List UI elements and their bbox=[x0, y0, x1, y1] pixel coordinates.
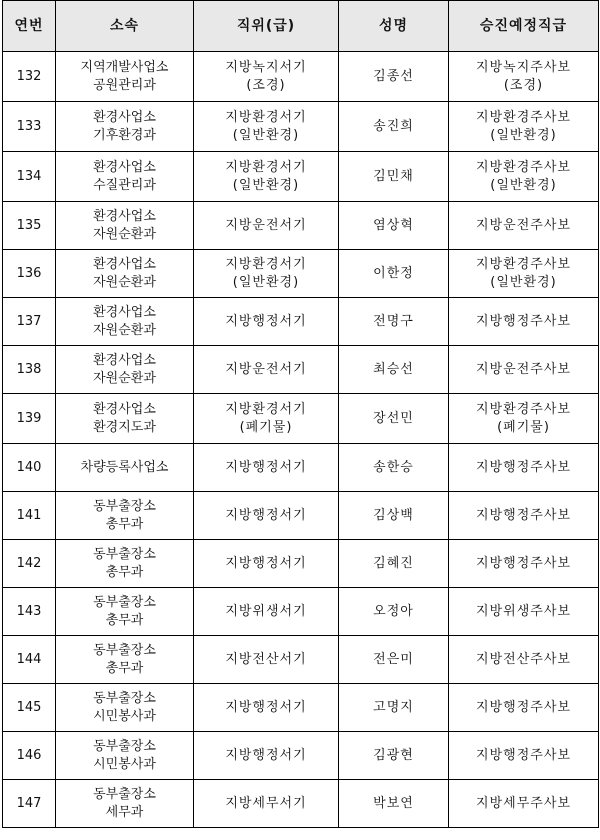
position-grade-cell bbox=[194, 684, 339, 732]
department-cell bbox=[56, 346, 194, 394]
position-grade-cell bbox=[194, 732, 339, 780]
position-grade-cell-line: 지방행정서기 bbox=[225, 556, 307, 571]
name-cell: 김상백 bbox=[339, 492, 449, 540]
department-cell-line: 총무과 bbox=[105, 661, 144, 676]
department-cell-line: 총무과 bbox=[105, 613, 144, 628]
position-grade-cell-line: 지방환경서기 bbox=[225, 402, 307, 417]
promotion-rank-cell bbox=[449, 102, 599, 152]
position-grade-cell-line: 지방행정서기 bbox=[225, 748, 307, 763]
name-cell: 김광현 bbox=[339, 732, 449, 780]
serial-number-cell: 134 bbox=[3, 152, 56, 202]
table-row bbox=[3, 202, 599, 250]
position-grade-cell-line: 지방환경서기 bbox=[225, 257, 307, 272]
table-row bbox=[3, 732, 599, 780]
position-grade-cell bbox=[194, 636, 339, 684]
department-cell-line: 수질관리과 bbox=[93, 178, 156, 193]
name-cell: 장선민 bbox=[339, 394, 449, 444]
department-cell bbox=[56, 152, 194, 202]
promotion-rank-cell bbox=[449, 346, 599, 394]
department-cell bbox=[56, 102, 194, 152]
promotion-rank-cell bbox=[449, 492, 599, 540]
table-body bbox=[3, 52, 599, 828]
promotion-rank-cell bbox=[449, 588, 599, 636]
serial-number-cell: 138 bbox=[3, 346, 56, 394]
department-cell-line: 차량등록사업소 bbox=[80, 460, 169, 475]
promotion-rank-cell-line: 지방환경주사보 bbox=[476, 160, 571, 175]
name-cell: 송한승 bbox=[339, 444, 449, 492]
table-row bbox=[3, 250, 599, 298]
department-cell bbox=[56, 298, 194, 346]
position-grade-cell-line: 지방행정서기 bbox=[225, 508, 307, 523]
serial-number-cell: 140 bbox=[3, 444, 56, 492]
position-grade-cell bbox=[194, 780, 339, 828]
serial-number-cell: 143 bbox=[3, 588, 56, 636]
promotion-rank-cell-line: 지방행정주사보 bbox=[476, 508, 571, 523]
department-cell-line: 환경사업소 bbox=[93, 160, 156, 175]
position-grade-cell-line: 지방환경서기 bbox=[225, 160, 307, 175]
department-cell bbox=[56, 492, 194, 540]
promotion-rank-cell-line: (일반환경) bbox=[490, 128, 557, 143]
promotion-rank-cell-line: (조경) bbox=[503, 78, 544, 93]
header-serial-number: 연번 bbox=[3, 1, 56, 52]
promotion-rank-cell bbox=[449, 732, 599, 780]
promotion-rank-cell bbox=[449, 636, 599, 684]
header-department: 소속 bbox=[56, 1, 194, 52]
table-row bbox=[3, 684, 599, 732]
serial-number-cell: 147 bbox=[3, 780, 56, 828]
department-cell-line: 자원순환과 bbox=[93, 275, 156, 290]
department-cell-line: 총무과 bbox=[105, 565, 144, 580]
name-cell: 최승선 bbox=[339, 346, 449, 394]
department-cell-line: 자원순환과 bbox=[93, 323, 156, 338]
promotion-rank-cell bbox=[449, 202, 599, 250]
department-cell bbox=[56, 780, 194, 828]
department-cell-line: 환경사업소 bbox=[93, 402, 156, 417]
department-cell-line: 동부출장소 bbox=[93, 499, 156, 514]
table-row bbox=[3, 298, 599, 346]
name-cell: 송진희 bbox=[339, 102, 449, 152]
position-grade-cell bbox=[194, 52, 339, 102]
position-grade-cell bbox=[194, 298, 339, 346]
department-cell-line: 총무과 bbox=[105, 517, 144, 532]
promotion-rank-cell bbox=[449, 394, 599, 444]
position-grade-cell bbox=[194, 346, 339, 394]
table-header bbox=[3, 1, 599, 52]
serial-number-cell: 142 bbox=[3, 540, 56, 588]
department-cell-line: 동부출장소 bbox=[93, 787, 156, 802]
department-cell-line: 환경사업소 bbox=[93, 305, 156, 320]
position-grade-cell bbox=[194, 394, 339, 444]
promotion-rank-cell-line: 지방전산주사보 bbox=[476, 652, 571, 667]
department-cell-line: 환경사업소 bbox=[93, 209, 156, 224]
header-row bbox=[3, 1, 599, 52]
serial-number-cell: 146 bbox=[3, 732, 56, 780]
table-row bbox=[3, 152, 599, 202]
promotion-rank-cell bbox=[449, 298, 599, 346]
position-grade-cell bbox=[194, 492, 339, 540]
promotion-rank-cell-line: (폐기물) bbox=[497, 420, 550, 435]
department-cell-line: 시민봉사과 bbox=[93, 757, 156, 772]
promotion-rank-cell bbox=[449, 780, 599, 828]
table-row bbox=[3, 52, 599, 102]
department-cell-line: 기후환경과 bbox=[93, 128, 156, 143]
serial-number-cell: 144 bbox=[3, 636, 56, 684]
promotion-rank-cell-line: 지방운전주사보 bbox=[476, 362, 571, 377]
department-cell-line: 환경지도과 bbox=[93, 420, 156, 435]
name-cell: 염상혁 bbox=[339, 202, 449, 250]
position-grade-cell-line: 지방운전서기 bbox=[225, 362, 307, 377]
department-cell-line: 지역개발사업소 bbox=[80, 60, 169, 75]
promotion-rank-cell bbox=[449, 540, 599, 588]
serial-number-cell: 139 bbox=[3, 394, 56, 444]
position-grade-cell bbox=[194, 202, 339, 250]
serial-number-cell: 136 bbox=[3, 250, 56, 298]
position-grade-cell-line: 지방위생서기 bbox=[225, 604, 307, 619]
department-cell bbox=[56, 202, 194, 250]
department-cell-line: 동부출장소 bbox=[93, 739, 156, 754]
table-row bbox=[3, 394, 599, 444]
promotion-table bbox=[2, 0, 599, 828]
promotion-rank-cell-line: 지방행정주사보 bbox=[476, 460, 571, 475]
promotion-rank-cell bbox=[449, 250, 599, 298]
department-cell-line: 공원관리과 bbox=[93, 78, 156, 93]
promotion-rank-cell-line: 지방행정주사보 bbox=[476, 314, 571, 329]
position-grade-cell bbox=[194, 152, 339, 202]
promotion-rank-cell-line: (일반환경) bbox=[490, 275, 557, 290]
table-row bbox=[3, 588, 599, 636]
serial-number-cell: 141 bbox=[3, 492, 56, 540]
promotion-rank-cell-line: 지방행정주사보 bbox=[476, 700, 571, 715]
name-cell: 전은미 bbox=[339, 636, 449, 684]
position-grade-cell-line: 지방세무서기 bbox=[225, 796, 307, 811]
name-cell: 김민채 bbox=[339, 152, 449, 202]
promotion-rank-cell bbox=[449, 52, 599, 102]
promotion-rank-cell-line: 지방행정주사보 bbox=[476, 748, 571, 763]
department-cell-line: 환경사업소 bbox=[93, 353, 156, 368]
promotion-rank-cell-line: 지방녹지주사보 bbox=[476, 60, 571, 75]
position-grade-cell-line: 지방운전서기 bbox=[225, 218, 307, 233]
position-grade-cell-line: 지방행정서기 bbox=[225, 314, 307, 329]
promotion-rank-cell-line: 지방위생주사보 bbox=[476, 604, 571, 619]
promotion-rank-cell-line: (일반환경) bbox=[490, 178, 557, 193]
position-grade-cell-line: 지방행정서기 bbox=[225, 700, 307, 715]
name-cell: 이한정 bbox=[339, 250, 449, 298]
name-cell: 고명지 bbox=[339, 684, 449, 732]
position-grade-cell-line: (일반환경) bbox=[232, 178, 300, 193]
table-row bbox=[3, 540, 599, 588]
promotion-rank-cell-line: 지방세무주사보 bbox=[476, 796, 571, 811]
serial-number-cell: 137 bbox=[3, 298, 56, 346]
name-cell: 박보연 bbox=[339, 780, 449, 828]
department-cell-line: 시민봉사과 bbox=[93, 709, 156, 724]
position-grade-cell-line: (조경) bbox=[246, 78, 286, 93]
department-cell-line: 자원순환과 bbox=[93, 371, 156, 386]
promotion-rank-cell-line: 지방환경주사보 bbox=[476, 257, 571, 272]
department-cell-line: 동부출장소 bbox=[93, 691, 156, 706]
table-row bbox=[3, 636, 599, 684]
position-grade-cell bbox=[194, 444, 339, 492]
table-row bbox=[3, 780, 599, 828]
header-promotion-rank: 승진예정직급 bbox=[449, 1, 599, 52]
table-row bbox=[3, 102, 599, 152]
department-cell bbox=[56, 684, 194, 732]
header-name: 성명 bbox=[339, 1, 449, 52]
position-grade-cell-line: (일반환경) bbox=[232, 128, 300, 143]
position-grade-cell-line: 지방녹지서기 bbox=[225, 60, 307, 75]
promotion-rank-cell-line: 지방환경주사보 bbox=[476, 110, 571, 125]
position-grade-cell bbox=[194, 250, 339, 298]
department-cell bbox=[56, 588, 194, 636]
position-grade-cell bbox=[194, 102, 339, 152]
department-cell bbox=[56, 732, 194, 780]
name-cell: 전명구 bbox=[339, 298, 449, 346]
table-row bbox=[3, 444, 599, 492]
table-row bbox=[3, 346, 599, 394]
position-grade-cell bbox=[194, 540, 339, 588]
department-cell-line: 동부출장소 bbox=[93, 547, 156, 562]
department-cell-line: 동부출장소 bbox=[93, 643, 156, 658]
department-cell bbox=[56, 540, 194, 588]
department-cell-line: 자원순환과 bbox=[93, 227, 156, 242]
table-row bbox=[3, 492, 599, 540]
promotion-rank-cell bbox=[449, 684, 599, 732]
position-grade-cell-line: (일반환경) bbox=[232, 275, 300, 290]
department-cell-line: 환경사업소 bbox=[93, 257, 156, 272]
position-grade-cell-line: 지방환경서기 bbox=[225, 110, 307, 125]
position-grade-cell bbox=[194, 588, 339, 636]
department-cell bbox=[56, 394, 194, 444]
serial-number-cell: 132 bbox=[3, 52, 56, 102]
promotion-rank-cell-line: 지방운전주사보 bbox=[476, 218, 571, 233]
header-position-grade: 직위(급) bbox=[194, 1, 339, 52]
promotion-rank-cell bbox=[449, 152, 599, 202]
department-cell bbox=[56, 52, 194, 102]
department-cell bbox=[56, 444, 194, 492]
department-cell bbox=[56, 250, 194, 298]
serial-number-cell: 135 bbox=[3, 202, 56, 250]
position-grade-cell-line: 지방전산서기 bbox=[225, 652, 307, 667]
serial-number-cell: 145 bbox=[3, 684, 56, 732]
department-cell-line: 세무과 bbox=[105, 805, 144, 820]
department-cell-line: 환경사업소 bbox=[93, 110, 156, 125]
name-cell: 김종선 bbox=[339, 52, 449, 102]
position-grade-cell-line: (폐기물) bbox=[239, 420, 293, 435]
promotion-rank-cell-line: 지방환경주사보 bbox=[476, 402, 571, 417]
department-cell-line: 동부출장소 bbox=[93, 595, 156, 610]
promotion-rank-cell bbox=[449, 444, 599, 492]
department-cell bbox=[56, 636, 194, 684]
name-cell: 오정아 bbox=[339, 588, 449, 636]
name-cell: 김혜진 bbox=[339, 540, 449, 588]
promotion-rank-cell-line: 지방행정주사보 bbox=[476, 556, 571, 571]
position-grade-cell-line: 지방행정서기 bbox=[225, 460, 307, 475]
serial-number-cell: 133 bbox=[3, 102, 56, 152]
